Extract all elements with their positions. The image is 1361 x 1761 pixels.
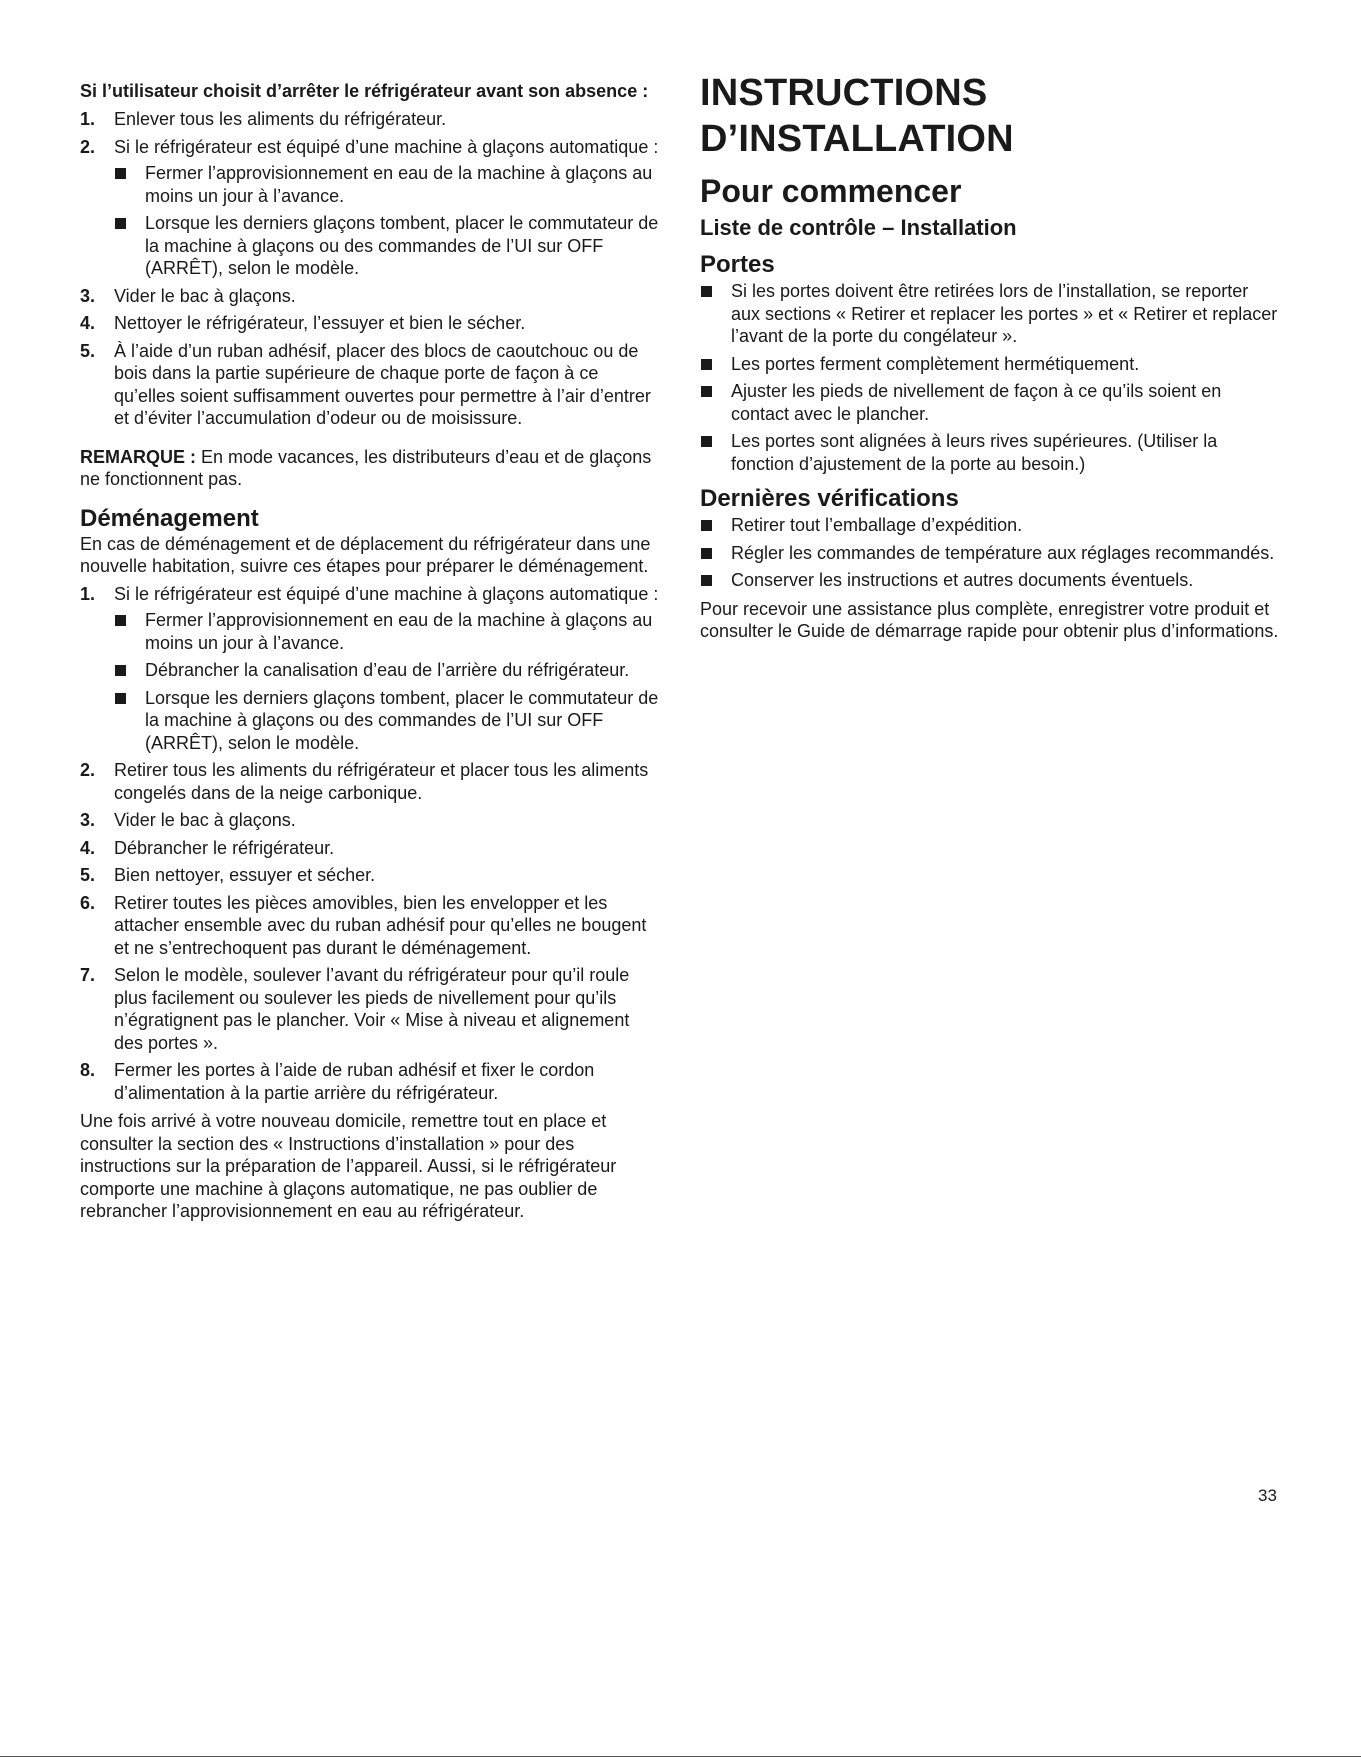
step-number: 5. xyxy=(80,340,96,361)
list-item xyxy=(80,583,660,755)
step-text: Vider le bac à glaçons. xyxy=(114,810,296,830)
section-heading: Pour commencer xyxy=(700,173,962,209)
step-text: Selon le modèle, soulever l’avant du réfrigérateur pour qu’il roule plus facilement ou soulever les pieds de nivellement pour qu’ils n’égratignent pas le plancher. Voir « Mise à niveau et alignement des portes ». xyxy=(114,965,630,1053)
bullet-item: Ajuster les pieds de nivellement de façon à ce qu’ils soient en contact avec le plancher. xyxy=(700,380,1282,425)
bullet-item: Régler les commandes de température aux réglages recommandés. xyxy=(700,542,1282,565)
page-edge-divider xyxy=(0,1756,1361,1757)
list-item xyxy=(80,312,660,335)
list-item xyxy=(80,1059,660,1104)
bullet-item: Conserver les instructions et autres documents éventuels. xyxy=(700,569,1282,592)
sub-bullets xyxy=(114,609,660,754)
step-text: Retirer toutes les pièces amovibles, bien les envelopper et les attacher ensemble avec du ruban adhésif pour qu’elles ne bougent et ne s’entrechoquent pas durant le déménagement. xyxy=(114,892,647,958)
list-item xyxy=(80,285,660,308)
left-column xyxy=(80,80,660,1223)
step-text: Bien nettoyer, essuyer et sécher. xyxy=(114,865,376,885)
step-number: 7. xyxy=(80,965,96,985)
note-paragraph xyxy=(80,446,660,491)
list-item xyxy=(80,892,660,960)
bullet-item: Fermer l’approvisionnement en eau de la machine à glaçons au moins un jour à l’avance. xyxy=(114,162,660,207)
step-number: 6. xyxy=(80,892,96,913)
step-text: Fermer les portes à l’aide de ruban adhésif et fixer le cordon d’alimentation à la partie arrière du réfrigérateur. xyxy=(114,1060,595,1103)
bullet-item: Fermer l’approvisionnement en eau de la machine à glaçons au moins un jour à l’avance. xyxy=(114,609,660,654)
step-number: 3. xyxy=(80,285,96,306)
final-checks-heading: Dernières vérifications xyxy=(700,485,959,512)
moving-heading: Déménagement xyxy=(80,504,259,532)
moving-steps xyxy=(80,583,660,1105)
step-number: 3. xyxy=(80,810,96,830)
step-text: Nettoyer le réfrigérateur, l’essuyer et bien le sécher. xyxy=(114,313,526,333)
final-checks-bullets xyxy=(700,514,1282,592)
page-number: 33 xyxy=(1258,1486,1277,1505)
step-number: 8. xyxy=(80,1060,96,1080)
bullet-item: Lorsque les derniers glaçons tombent, placer le commutateur de la machine à glaçons ou des commandes de l’UI sur OFF (ARRÊT), selon le modèle. xyxy=(114,212,660,280)
bullet-item: Retirer tout l’emballage d’expédition. xyxy=(700,514,1282,537)
note-text: En mode vacances, les distributeurs d’eau et de glaçons ne fonctionnent pas. xyxy=(80,446,652,489)
bullet-item: Les portes ferment complètement hermétiquement. xyxy=(700,353,1282,376)
doors-heading: Portes xyxy=(700,251,775,278)
list-item xyxy=(80,759,660,804)
step-text: Enlever tous les aliments du réfrigérateur. xyxy=(114,109,447,129)
list-item xyxy=(80,964,660,1054)
step-number: 5. xyxy=(80,865,96,885)
step-number: 4. xyxy=(80,837,96,858)
bullet-item: Les portes sont alignées à leurs rives supérieures. (Utiliser la fonction d’ajustement de la porte au besoin.) xyxy=(700,430,1282,475)
moving-closing: Une fois arrivé à votre nouveau domicile, remettre tout en place et consulter la section des « Instructions d’installation » pour des instructions sur la préparation de l’appareil. Aussi, si le réfrigérateur comporte une machine à glaçons automatique, ne pas oublier de rebrancher l’approvisionnement en eau au réfrigérateur. xyxy=(80,1111,617,1221)
moving-intro: En cas de déménagement et de déplacement du réfrigérateur dans une nouvelle habitation, suivre ces étapes pour préparer le déménagement. xyxy=(80,533,651,576)
list-item xyxy=(80,864,660,887)
list-item xyxy=(80,136,660,280)
assistance-paragraph: Pour recevoir une assistance plus complète, enregistrer votre produit et consulter le Guide de démarrage rapide pour obtenir plus d’informations. xyxy=(700,598,1279,641)
step-text: Si le réfrigérateur est équipé d’une machine à glaçons automatique : xyxy=(114,136,659,157)
step-text: Débrancher le réfrigérateur. xyxy=(114,837,335,858)
step-number: 2. xyxy=(80,136,96,157)
step-number: 1. xyxy=(80,583,96,604)
step-number: 4. xyxy=(80,313,96,333)
list-item xyxy=(80,809,660,832)
step-text: Vider le bac à glaçons. xyxy=(114,285,296,306)
vacation-intro: Si l’utilisateur choisit d’arrêter le réfrigérateur avant son absence : xyxy=(80,81,649,101)
list-item xyxy=(80,837,660,860)
page-title: INSTRUCTIONS D’INSTALLATION xyxy=(700,72,1014,160)
bullet-item: Débrancher la canalisation d’eau de l’arrière du réfrigérateur. xyxy=(114,659,660,682)
step-text: À l’aide d’un ruban adhésif, placer des blocs de caoutchouc ou de bois dans la partie supérieure de chaque porte de façon à ce qu’elles soient suffisamment ouvertes pour permettre à l’air d’entrer et d’éviter l’accumulation d’odeur ou de moisissure. xyxy=(114,340,651,428)
doors-bullets xyxy=(700,280,1282,475)
list-item xyxy=(80,340,660,430)
bullet-item: Si les portes doivent être retirées lors de l’installation, se reporter aux sections « Retirer et replacer les portes » et « Retirer et replacer l’avant de la porte du congélateur ». xyxy=(700,280,1282,348)
right-column xyxy=(700,72,1282,643)
step-text: Retirer tous les aliments du réfrigérateur et placer tous les aliments congelés dans de la neige carbonique. xyxy=(114,760,649,803)
note-label: REMARQUE : xyxy=(80,446,196,467)
sub-bullets xyxy=(114,162,660,280)
step-text: Si le réfrigérateur est équipé d’une machine à glaçons automatique : xyxy=(114,583,659,604)
step-number: 2. xyxy=(80,760,96,780)
list-item xyxy=(80,108,660,131)
bullet-item: Lorsque les derniers glaçons tombent, placer le commutateur de la machine à glaçons ou des commandes de l’UI sur OFF (ARRÊT), selon le modèle. xyxy=(114,687,660,755)
subsection-heading: Liste de contrôle – Installation xyxy=(700,215,1017,240)
step-number: 1. xyxy=(80,109,96,129)
vacation-steps xyxy=(80,108,660,430)
